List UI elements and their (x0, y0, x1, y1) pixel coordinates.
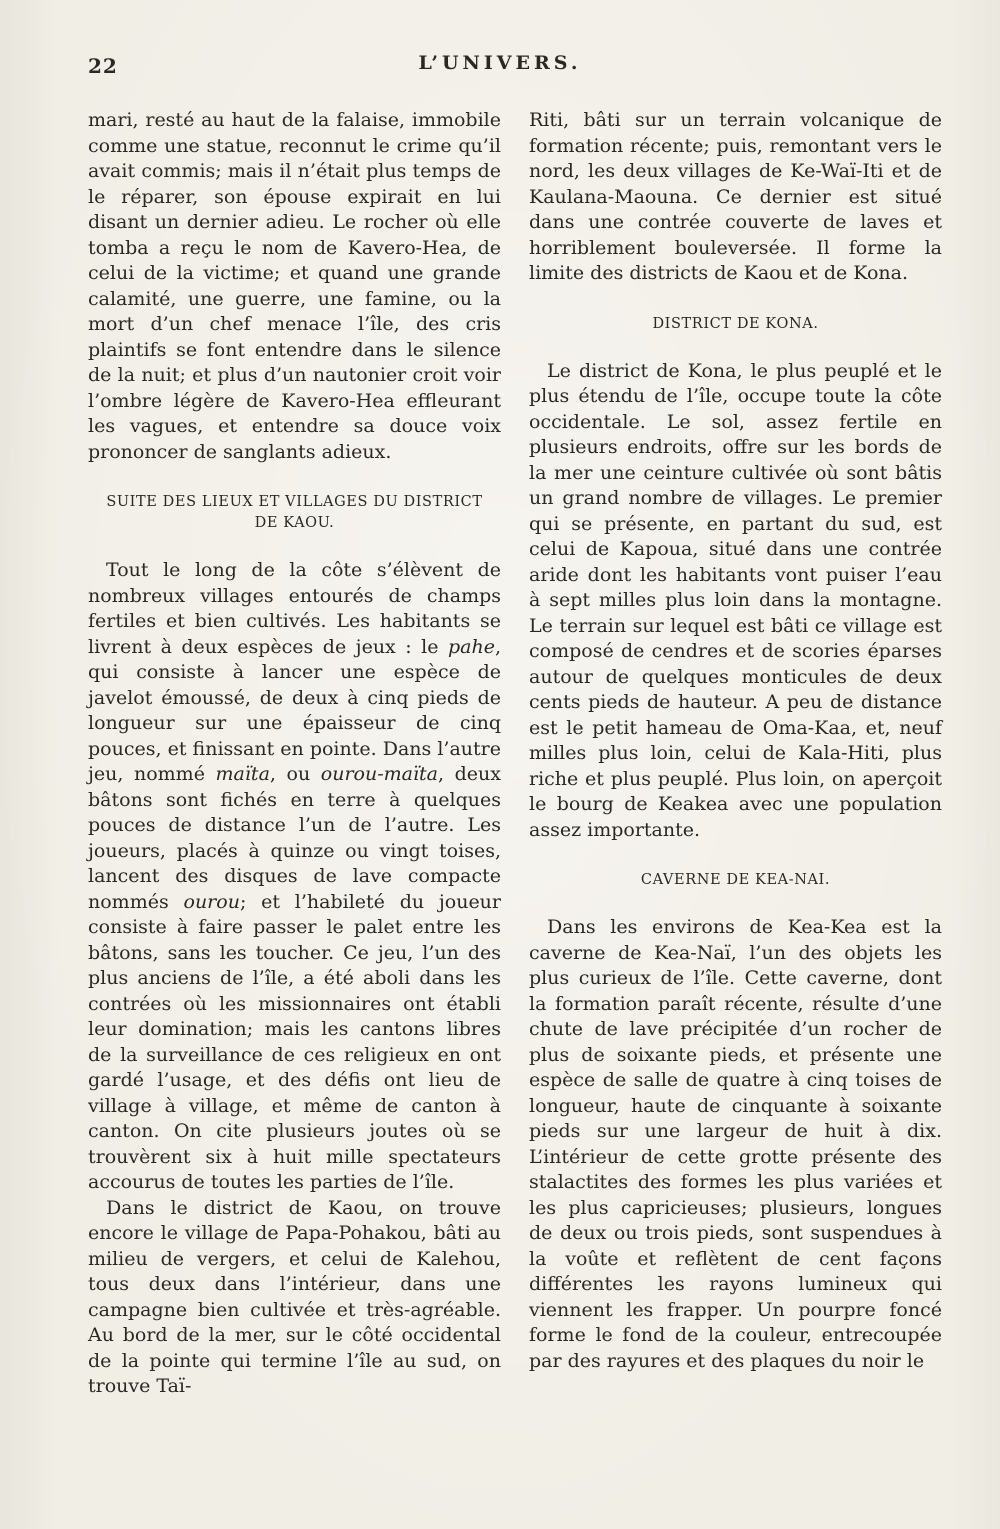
italic-term-maita: maïta (215, 763, 270, 785)
column-left (88, 108, 501, 1400)
paragraph-jeux (88, 558, 501, 1196)
paragraph-caverne-kea-nai: Dans les environs de Kea-Kea est la caverne de Kea-Naï, l’un des objets les plus curieux de l’île. Cette caverne, dont la formation paraît récente, résulte d’une chute de lave précipitée d’un rocher de plus de soixante pieds, et présente une espèce de salle de quatre à cinq toises de longueur, haute de cinquante à soixante pieds sur une largeur de huit à dix. L’intérieur de cette grotte présente des stalactites des formes les plus variées et les plus capricieuses; plusieurs, longues de deux ou trois pieds, sont suspendues à la voûte et reflètent de cent façons différentes les rayons lumineux qui viennent les frapper. Un pourpre foncé forme le fond de la couleur, entrecoupée par des rayures et des plaques du noir le (529, 916, 942, 1372)
running-title: L’UNIVERS. (418, 52, 582, 74)
paragraph-district-kaou-villages: Dans le district de Kaou, on trouve encore le village de Papa-Pohakou, bâti au milieu de vergers, et celui de Kalehou, tous deux dans l’intérieur, dans une campagne bien cultivée et très-agréable. Au bord de la mer, sur le côté occidental de la pointe qui termine l’île au sud, on trouve Taï- (88, 1196, 501, 1397)
section-heading-suite-kaou (88, 492, 501, 534)
text-run: Tout le long de la côte s’élèvent de nombreux villages entourés de champs fertiles et bien cultivés. Les habitants se livrent à deux espèces de jeux : le (88, 559, 501, 658)
italic-term-ourou: ourou (183, 890, 240, 913)
text-run: , ou (269, 763, 321, 785)
text-run: , deux bâtons sont fichés en terre à quelques pouces de distance l’un de l’autre. Les joueurs, placés à quinze ou vingt toises, lancent des disques de lave compacte nommés (88, 763, 501, 913)
paragraph-riti: Riti, bâti sur un terrain volcanique de formation récente; puis, remontant vers le nord, les deux villages de Ke-Waï-Iti et de Kaulana-Maouna. Ce dernier est situé dans une contrée couverte de laves et horriblement bouleversée. Il forme la limite des districts de Kaou et de Kona. (529, 109, 942, 284)
heading-line: DE KAOU. (254, 515, 335, 531)
page-number: 22 (88, 54, 118, 78)
paragraph-kavero-hea: mari, resté au haut de la falaise, immobile comme une statue, reconnut le crime qu’il avait commis; mais il n’était plus temps de le réparer, son épouse expirait en lui disant un dernier adieu. Le rocher où elle tomba a reçu le nom de Kavero-Hea, de celui de la victime; et quand une grande calamité, une guerre, une famine, ou la mort d’un chef menace l’île, des cris plaintifs se font entendre dans le silence de la nuit; et plus d’un nautonier croit voir l’ombre légère de Kavero-Hea effleurant les vagues, et entendre sa douce voix prononcer de sanglants adieux. (88, 109, 501, 463)
heading-line: SUITE DES LIEUX ET VILLAGES DU DISTRICT (106, 494, 483, 510)
section-heading-caverne-kea-nai: CAVERNE DE KEA-NAI. (640, 872, 831, 888)
section-heading-district-kona: DISTRICT DE KONA. (652, 315, 819, 332)
italic-term-ourou-maita: ourou-maïta (320, 763, 439, 785)
page-header (0, 0, 1000, 84)
column-right (529, 108, 942, 1400)
text-columns (0, 84, 1000, 1400)
text-run: ; et l’habileté du joueur consiste à faire passer le palet entre les bâtons, sans les toucher. Ce jeu, l’un des plus anciens de l’île, a été aboli dans les contrées où les missionnaires ont établi leur domination; mais les cantons libres de la surveillance de ces religieux en ont gardé l’usage, et des défis ont lieu de village à village, et même de canton à canton. On cite plusieurs joutes où se trouvèrent six à huit mille spectateurs accourus de toutes les parties de l’île. (88, 890, 502, 1193)
paragraph-district-kona: Le district de Kona, le plus peuplé et le plus étendu de l’île, occupe toute la côte occidentale. Le sol, assez fertile en plusieurs endroits, offre sur les bords de la mer une ceinture cultivée où sont bâtis un grand nombre de villages. Le premier qui se présente, en partant du sud, est celui de Kapoua, situé dans une contrée aride dont les habitants vont puiser l’eau à sept milles plus loin dans la montagne. Le terrain sur lequel est bâti ce village est composé de cendres et de scories éparses autour de quelques monticules de deux cents pieds de hauteur. A peu de distance est le petit hameau de Oma-Kaa, et, neuf milles plus loin, celui de Kala-Hiti, plus riche et plus peuplé. Plus loin, on aperçoit le bourg de Keakea avec une population assez importante. (529, 359, 942, 841)
italic-term-pahe: pahe (447, 635, 495, 658)
text-run: , qui consiste à lancer une espèce de javelot émoussé, de deux à cinq pieds de longueur sur une épaisseur de cinq pouces, et finissant en pointe. Dans l’autre jeu, nommé (88, 635, 501, 785)
